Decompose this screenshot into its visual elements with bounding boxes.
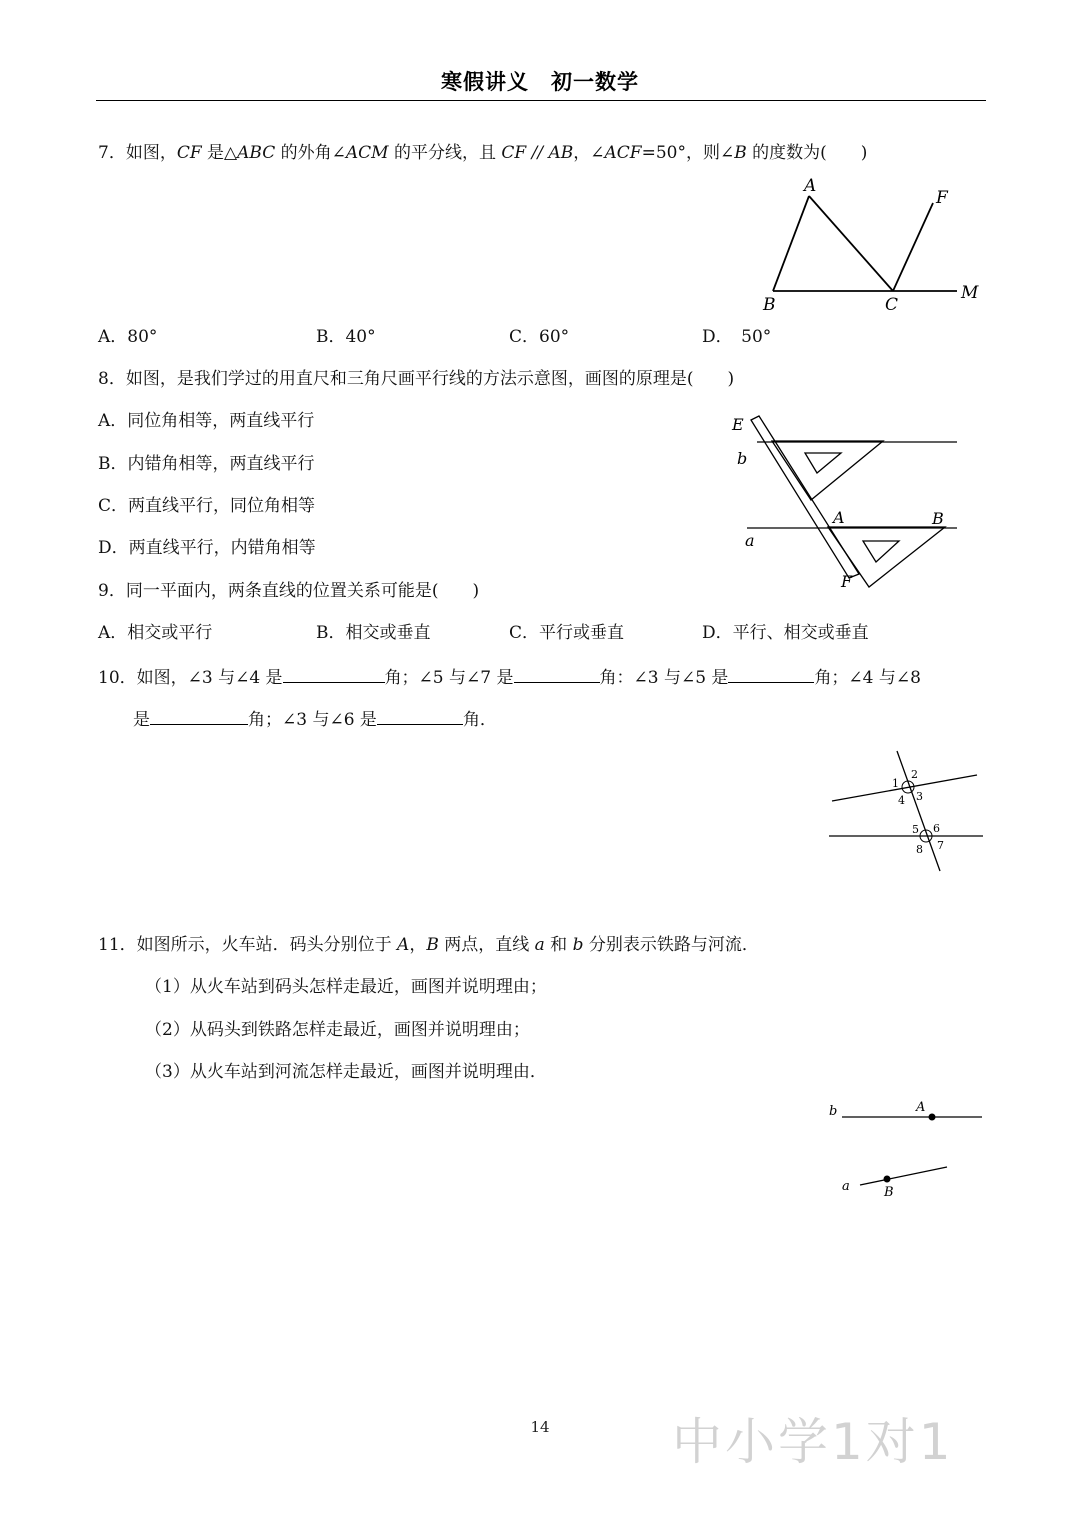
q11-stem: 11．如图所示，火车站．码头分别位于 A，B 两点，直线 a 和 b 分别表示铁路与河流．	[98, 935, 759, 955]
q10-label-2: 2	[911, 768, 918, 781]
q8-option-c: C．两直线平行，同位角相等	[98, 496, 316, 516]
q10-blank-1[interactable]	[283, 664, 385, 683]
q10-label-4: 4	[898, 794, 905, 807]
watermark: 中小学1对1	[672, 1413, 954, 1471]
q7-label-a: A	[804, 176, 817, 196]
q11-sub-3: （3）从火车站到河流怎样走最近，画图并说明理由．	[145, 1062, 547, 1082]
q8-figure	[725, 410, 965, 595]
q10-label-1: 1	[892, 777, 899, 790]
q7-figure	[755, 170, 995, 320]
q11-point-b	[884, 1176, 891, 1183]
q9-option-c: C．平行或垂直	[509, 623, 625, 643]
q8-label-b: b	[737, 449, 748, 468]
q10-blank-4[interactable]	[150, 706, 248, 725]
q11-label-point-b: B	[884, 1185, 894, 1200]
q7-option-a: A．80°	[98, 327, 158, 347]
q7-label-c: C	[885, 295, 899, 315]
q11-line-a	[860, 1167, 947, 1185]
q11-sub-1: （1）从火车站到码头怎样走最近，画图并说明理由；	[145, 977, 547, 997]
page-header: 寒假讲义 初一数学	[441, 70, 639, 94]
q9-option-d: D．平行、相交或垂直	[702, 623, 869, 643]
q7-label-f: F	[936, 188, 948, 208]
q8-label-point-a: A	[833, 508, 845, 527]
q11-point-a	[929, 1114, 936, 1121]
q8-option-d: D．两直线平行，内错角相等	[98, 538, 316, 558]
q7-option-b: B．40°	[316, 327, 376, 347]
q10-label-8: 8	[916, 843, 923, 856]
q9-option-b: B．相交或垂直	[316, 623, 431, 643]
q8-label-a: a	[745, 531, 755, 550]
q9-option-a: A．相交或平行	[98, 623, 213, 643]
page-number: 14	[530, 1418, 550, 1436]
q10-label-5: 5	[912, 823, 919, 836]
q10-line2: 是 角；∠3 与∠6 是 角．	[133, 706, 497, 732]
q7-seg-ac	[809, 196, 893, 291]
q11-label-point-a: A	[916, 1100, 926, 1115]
q8-triangle-bottom-inner	[863, 541, 899, 562]
q10-blank-5[interactable]	[377, 706, 463, 725]
q8-label-e: E	[732, 415, 744, 434]
q7-stem: 7．如图，CF 是△ABC 的外角∠ACM 的平分线，且 CF // AB，∠ACF=50°，则∠B 的度数为( )	[98, 143, 868, 163]
q10-blank-3[interactable]	[728, 664, 814, 683]
q11-label-b: b	[829, 1104, 838, 1119]
q8-label-point-b: B	[932, 509, 944, 528]
q7-seg-cf	[893, 203, 933, 291]
q11-figure	[820, 1090, 990, 1205]
q8-option-a: A．同位角相等，两直线平行	[98, 411, 315, 431]
q9-stem: 9．同一平面内，两条直线的位置关系可能是( )	[98, 581, 480, 601]
q8-label-f: F	[841, 572, 853, 591]
q8-ruler	[751, 416, 859, 578]
q10-figure	[825, 745, 990, 875]
q8-stem: 8．如图，是我们学过的用直尺和三角尺画平行线的方法示意图，画图的原理是( )	[98, 369, 735, 389]
q7-option-c: C．60°	[509, 327, 570, 347]
q10-label-7: 7	[937, 839, 944, 852]
header-rule	[96, 100, 986, 101]
q10-label-3: 3	[916, 790, 923, 803]
q8-triangle-top	[772, 441, 883, 500]
q10-label-6: 6	[933, 822, 940, 835]
q11-label-a: a	[842, 1179, 850, 1194]
q7-label-b: B	[763, 295, 776, 315]
q10-blank-2[interactable]	[514, 664, 600, 683]
q10-line1: 10．如图，∠3 与∠4 是 角；∠5 与∠7 是 角：∠3 与∠5 是 角；∠4 与∠8	[98, 664, 921, 690]
q11-sub-2: （2）从码头到铁路怎样走最近，画图并说明理由；	[145, 1020, 530, 1040]
q7-option-d: D． 50°	[702, 327, 772, 347]
q8-triangle-top-inner	[805, 453, 841, 473]
q7-label-m: M	[961, 283, 979, 303]
q7-seg-ab	[773, 196, 809, 291]
q8-option-b: B．内错角相等，两直线平行	[98, 454, 315, 474]
